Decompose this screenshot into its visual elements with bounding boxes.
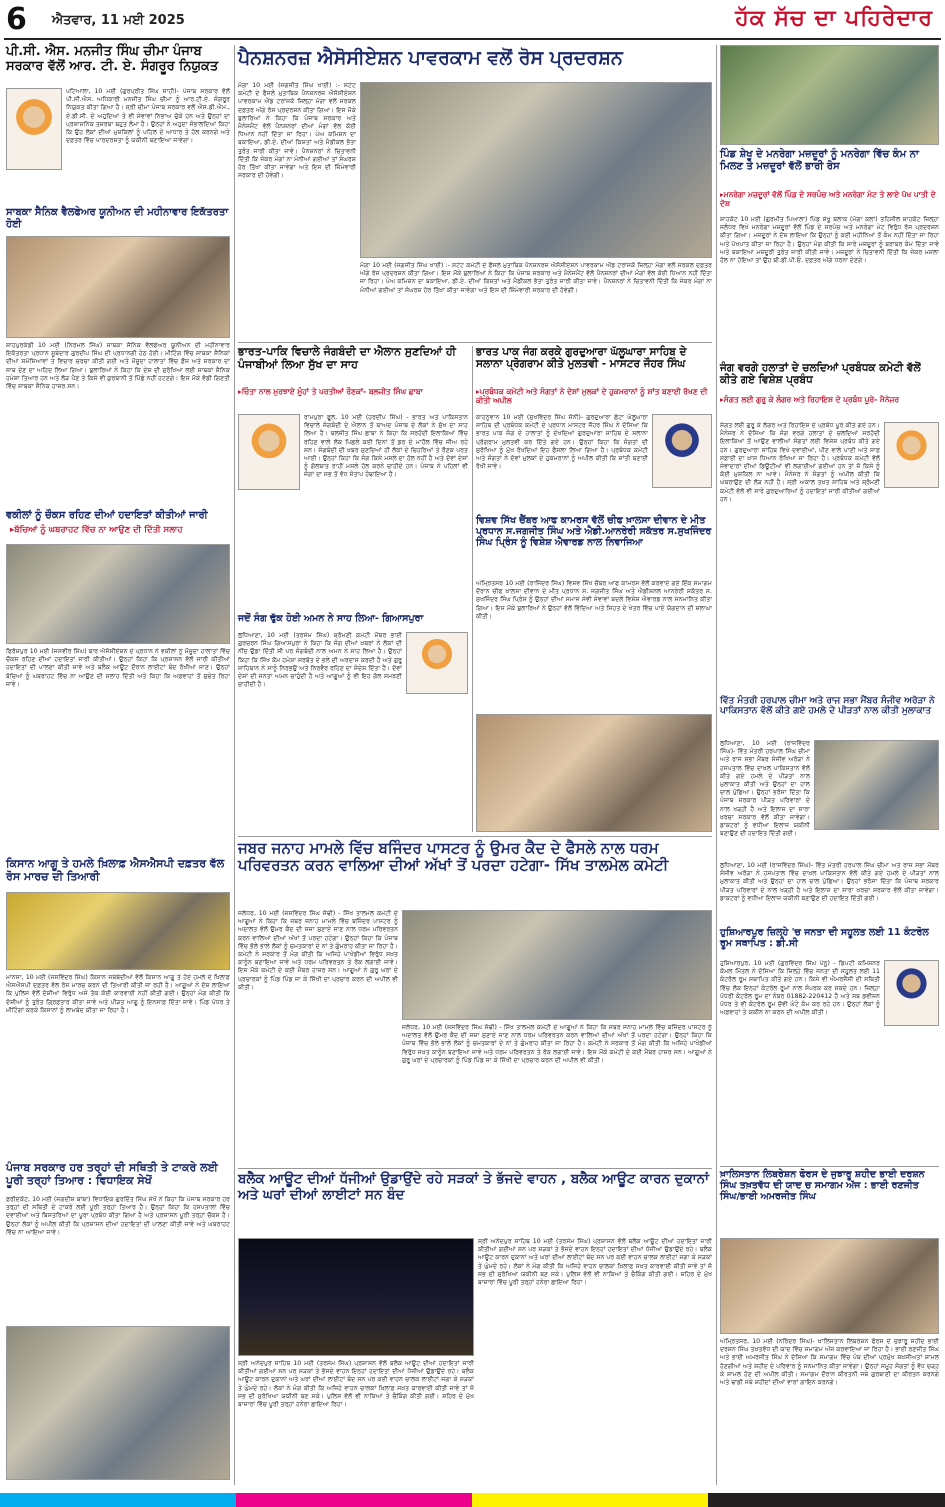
subheadline-gurdwara-programs: ▸ ਪ੍ਰਬੰਧਕ ਕਮੇਟੀ ਅਤੇ ਸੰਗਤਾਂ ਨੇ ਦੇਸ਼ਾਂ ਮੁਲਕਾਂ ਦੇ ਹੁਕਮਰਾਨਾਂ ਨੂੰ ਸ਼ਾਂਤ ਬਣਾਈ ਰੱਖਣ ਦੀ ਕੀਤੀ ਅਪੀਲ <box>476 388 712 410</box>
photo-farmers-protest <box>6 892 230 970</box>
photo-giaspura <box>406 632 468 694</box>
subheadline-lawyers-alert: ▸ ਬੱਚਿਆਂ ਨੂੰ ਘਬਰਾਹਟ ਵਿੱਚ ਨਾ ਆਉਣ ਦੀ ਦਿੱਤੀ ਸਲਾਹ <box>10 526 230 540</box>
article-peace-breath: ਲੁਧਿਆਣਾ, 10 ਮਈ (ਤਰਸੇਮ ਸਿੰਘ) ਸ਼੍ਰੋਮਣੀ ਕਮੇਟੀ ਮੈਂਬਰ ਭਾਈ ਗੁਰਚਰਨ ਸਿੰਘ ਗਿਆਸਪੁਰਾ ਨੇ ਕਿਹਾ ਕਿ ਜੰਗ ਦੀਆਂ ਖ਼ਬਰਾਂ ਨੇ ਲੋਕਾਂ ਦੀ ਨੀਂਦ ਉਡਾ ਦਿੱਤੀ ਸੀ ਪਰ ਜੰਗਬੰਦੀ ਨਾਲ ਅਮਨ ਨੇ ਸਾਹ ਲਿਆ ਹੈ। ਉਨ੍ਹਾਂ ਕਿਹਾ ਕਿ ਸਿੱਖ ਕੌਮ ਹਮੇਸ਼ਾ ਸਰਬੱਤ ਦੇ ਭਲੇ ਦੀ ਅਰਦਾਸ ਕਰਦੀ ਹੈ ਅਤੇ ਗੁਰੂ ਸਾਹਿਬਾਨ ਨੇ ਸਾਨੂੰ ਨਿਰਭਉ ਅਤੇ ਨਿਰਵੈਰ ਰਹਿਣ ਦਾ ਸੰਦੇਸ਼ ਦਿੱਤਾ ਹੈ। ਦੋਵਾਂ ਦੇਸ਼ਾਂ ਦੀ ਜਨਤਾ ਅਮਨ ਚਾਹੁੰਦੀ ਹੈ ਅਤੇ ਆਗੂਆਂ ਨੂੰ ਵੀ ਇਹ ਗੱਲ ਸਮਝਣੀ ਚਾਹੀਦੀ ਹੈ। <box>238 632 402 689</box>
article-minister-visit: ਲੁਧਿਆਣਾ, 10 ਮਈ (ਰਾਜਵਿੰਦਰ ਸਿੰਘ)- ਵਿੱਤ ਮੰਤਰੀ ਹਰਪਾਲ ਸਿੰਘ ਚੀਮਾ ਅਤੇ ਰਾਜ ਸਭਾ ਮੈਂਬਰ ਸੰਜੀਵ ਅਰੋੜਾ ਨੇ ਹਸਪਤਾਲ ਵਿੱਚ ਦਾਖ਼ਲ ਪਾਕਿਸਤਾਨ ਵੱਲੋਂ ਕੀਤੇ ਗਏ ਹਮਲੇ ਦੇ ਪੀੜਤਾਂ ਨਾਲ ਮੁਲਾਕਾਤ ਕੀਤੀ ਅਤੇ ਉਨ੍ਹਾਂ ਦਾ ਹਾਲ ਚਾਲ ਪੁੱਛਿਆ। ਉਨ੍ਹਾਂ ਭਰੋਸਾ ਦਿੱਤਾ ਕਿ ਪੰਜਾਬ ਸਰਕਾਰ ਪੀੜਤ ਪਰਿਵਾਰਾਂ ਦੇ ਨਾਲ ਖੜ੍ਹੀ ਹੈ ਅਤੇ ਇਲਾਜ ਦਾ ਸਾਰਾ ਖ਼ਰਚਾ ਸਰਕਾਰ ਵੱਲੋਂ ਕੀਤਾ ਜਾਵੇਗਾ। ਡਾਕਟਰਾਂ ਨੂੰ ਵਧੀਆ ਇਲਾਜ ਯਕੀਨੀ ਬਣਾਉਣ ਦੀ ਹਦਾਇਤ ਦਿੱਤੀ ਗਈ। <box>720 740 810 838</box>
article-ceasefire-relief: ਰਾਮਪੁਰਾ ਫੂਲ, 10 ਮਈ (ਹਰਦੀਪ ਸਿੰਘ) - ਭਾਰਤ ਅਤੇ ਪਾਕਿਸਤਾਨ ਵਿਚਾਲੇ ਜੰਗਬੰਦੀ ਦੇ ਐਲਾਨ ਤੋਂ ਬਾਅਦ ਪੰਜਾਬ ਦੇ ਲੋਕਾਂ ਨੇ ਸੁੱਖ ਦਾ ਸਾਹ ਲਿਆ ਹੈ। ਬਲਜੀਤ ਸਿੰਘ ਛਾਬਾ ਨੇ ਕਿਹਾ ਕਿ ਸਰਹੱਦੀ ਇਲਾਕਿਆਂ ਵਿੱਚ ਰਹਿਣ ਵਾਲੇ ਲੋਕ ਪਿਛਲੇ ਕਈ ਦਿਨਾਂ ਤੋਂ ਡਰ ਦੇ ਮਾਹੌਲ ਵਿੱਚ ਜੀਅ ਰਹੇ ਸਨ। ਜੰਗਬੰਦੀ ਦੀ ਖ਼ਬਰ ਸੁਣਦਿਆਂ ਹੀ ਲੋਕਾਂ ਦੇ ਚਿਹਰਿਆਂ ਤੇ ਰੌਣਕ ਪਰਤ ਆਈ। ਉਨ੍ਹਾਂ ਕਿਹਾ ਕਿ ਜੰਗ ਕਿਸੇ ਮਸਲੇ ਦਾ ਹੱਲ ਨਹੀਂ ਹੈ ਅਤੇ ਦੋਵਾਂ ਦੇਸ਼ਾਂ ਨੂੰ ਗੱਲਬਾਤ ਰਾਹੀਂ ਮਸਲੇ ਹੱਲ ਕਰਨੇ ਚਾਹੀਦੇ ਹਨ। ਪੰਜਾਬ ਨੇ ਪਹਿਲਾਂ ਵੀ ਜੰਗਾਂ ਦਾ ਸਭ ਤੋਂ ਵੱਧ ਸੰਤਾਪ ਹੰਢਾਇਆ ਹੈ। <box>304 414 468 479</box>
headline-mgnrega-protest: ਪਿੰਡ ਸ਼ੇਖੂ ਦੇ ਮਨਰੇਗਾ ਮਜ਼ਦੂਰਾਂ ਨੂੰ ਮਨਰੇਗਾ ਵਿੱਚ ਕੰਮ ਨਾ ਮਿਲਣ ਤੇ ਮਜ਼ਦੂਰਾਂ ਵੱਲੋਂ ਭਾਰੀ ਰੋਸ <box>720 149 919 172</box>
article-punjab-ready: ਫ਼ਰੀਦਕੋਟ, 10 ਮਈ (ਜਗਦੀਸ਼ ਬਾਂਬਾ) ਵਿਧਾਇਕ ਗੁਰਦਿੱਤ ਸਿੰਘ ਸੇਖੋਂ ਨੇ ਕਿਹਾ ਕਿ ਪੰਜਾਬ ਸਰਕਾਰ ਹਰ ਤਰ੍ਹਾਂ ਦੀ ਸਥਿਤੀ ਦੇ ਟਾਕਰੇ ਲਈ ਪੂਰੀ ਤਰ੍ਹਾਂ ਤਿਆਰ ਹੈ। ਉਨ੍ਹਾਂ ਕਿਹਾ ਕਿ ਹਸਪਤਾਲਾਂ ਵਿੱਚ ਦਵਾਈਆਂ ਅਤੇ ਬਿਸਤਰਿਆਂ ਦਾ ਪੂਰਾ ਪ੍ਰਬੰਧ ਕੀਤਾ ਗਿਆ ਹੈ ਅਤੇ ਪ੍ਰਸ਼ਾਸਨ ਪੂਰੀ ਤਰ੍ਹਾਂ ਚੌਕਸ ਹੈ। ਉਨ੍ਹਾਂ ਲੋਕਾਂ ਨੂੰ ਅਪੀਲ ਕੀਤੀ ਕਿ ਪ੍ਰਸ਼ਾਸਨ ਦੀਆਂ ਹਦਾਇਤਾਂ ਦੀ ਪਾਲਣਾ ਕੀਤੀ ਜਾਵੇ ਅਤੇ ਘਬਰਾਹਟ ਵਿੱਚ ਨਾ ਆਇਆ ਜਾਵੇ। <box>6 1196 230 1236</box>
article-farmer-leader-attack: ਮਾਨਸਾ, 10 ਮਈ (ਜਸਵਿੰਦਰ ਸਿੰਘ) ਕਿਸਾਨ ਜਥੇਬੰਦੀਆਂ ਵੱਲੋਂ ਕਿਸਾਨ ਆਗੂ ਤੇ ਹੋਏ ਹਮਲੇ ਦੇ ਖ਼ਿਲਾਫ਼ ਐਸਐਸਪੀ ਦਫ਼ਤਰ ਵੱਲ ਰੋਸ ਮਾਰਚ ਕਰਨ ਦੀ ਤਿਆਰੀ ਕੀਤੀ ਜਾ ਰਹੀ ਹੈ। ਆਗੂਆਂ ਨੇ ਦੋਸ਼ ਲਾਇਆ ਕਿ ਪੁਲਿਸ ਵੱਲੋਂ ਦੋਸ਼ੀਆਂ ਵਿਰੁੱਧ ਅਜੇ ਤੱਕ ਕੋਈ ਕਾਰਵਾਈ ਨਹੀਂ ਕੀਤੀ ਗਈ। ਉਨ੍ਹਾਂ ਮੰਗ ਕੀਤੀ ਕਿ ਦੋਸ਼ੀਆਂ ਨੂੰ ਤੁਰੰਤ ਗ੍ਰਿਫ਼ਤਾਰ ਕੀਤਾ ਜਾਵੇ ਅਤੇ ਪੀੜਤ ਆਗੂ ਨੂੰ ਇਨਸਾਫ਼ ਦਿੱਤਾ ਜਾਵੇ। ਪਿੰਡ ਪੱਧਰ ਤੇ ਮੀਟਿੰਗਾਂ ਕਰਕੇ ਕਿਸਾਨਾਂ ਨੂੰ ਲਾਮਬੰਦ ਕੀਤਾ ਜਾ ਰਿਹਾ ਹੈ। <box>6 974 230 1014</box>
article-rta-appointment: ਪਟਿਆਲਾ, 10 ਮਈ (ਗੁਰਪ੍ਰੀਤ ਸਿੰਘ ਸਾਹੀ)- ਪੰਜਾਬ ਸਰਕਾਰ ਵੱਲੋਂ ਪੀ.ਸੀ.ਐਸ. ਅਧਿਕਾਰੀ ਮਨਜੀਤ ਸਿੰਘ ਚੀਮਾ ਨੂੰ ਆਰ.ਟੀ.ਏ. ਸੰਗਰੂਰ ਨਿਯੁਕਤ ਕੀਤਾ ਗਿਆ ਹੈ। ਸ੍ਰੀ ਚੀਮਾ ਪੰਜਾਬ ਸਰਕਾਰ ਵਲੋਂ ਐਸ.ਡੀ.ਐਮ., ਏ.ਡੀ.ਸੀ. ਦੇ ਅਹੁਦਿਆਂ ਤੇ ਵੀ ਸੇਵਾਵਾਂ ਨਿਭਾਅ ਚੁੱਕੇ ਹਨ ਅਤੇ ਉਨ੍ਹਾਂ ਦਾ ਪ੍ਰਸ਼ਾਸਨਿਕ ਤਜ਼ਰਬਾ ਬਹੁਤ ਲੰਮਾ ਹੈ। ਉਨ੍ਹਾਂ ਨੇ ਅਹੁਦਾ ਸੰਭਾਲਦਿਆਂ ਕਿਹਾ ਕਿ ਉਹ ਲੋਕਾਂ ਦੀਆਂ ਮੁਸ਼ਕਿਲਾਂ ਨੂੰ ਪਹਿਲ ਦੇ ਆਧਾਰ ਤੇ ਹੱਲ ਕਰਨਗੇ ਅਤੇ ਦਫ਼ਤਰ ਵਿੱਚ ਪਾਰਦਰਸ਼ਤਾ ਨੂੰ ਯਕੀਨੀ ਬਣਾਇਆ ਜਾਵੇਗਾ। <box>66 88 230 145</box>
masthead-rule <box>4 38 941 40</box>
photo-mgnrega-workers <box>720 45 939 145</box>
article-lawyers-alert: ਫਿਰੋਜ਼ਪੁਰ 10 ਮਈ (ਜਸਵੀਰ ਸਿੰਘ) ਬਾਰ ਐਸੋਸੀਏਸ਼ਨ ਦੇ ਪ੍ਰਧਾਨ ਨੇ ਵਕੀਲਾਂ ਨੂੰ ਮੌਜੂਦਾ ਹਾਲਾਤਾਂ ਵਿੱਚ ਚੌਕਸ ਰਹਿਣ ਦੀਆਂ ਹਦਾਇਤਾਂ ਜਾਰੀ ਕੀਤੀਆਂ। ਉਨ੍ਹਾਂ ਕਿਹਾ ਕਿ ਪ੍ਰਸ਼ਾਸਨ ਵੱਲੋਂ ਜਾਰੀ ਕੀਤੀਆਂ ਹਦਾਇਤਾਂ ਦੀ ਪਾਲਣਾ ਕੀਤੀ ਜਾਵੇ ਅਤੇ ਬਲੈਕ ਆਊਟ ਦੌਰਾਨ ਲਾਈਟਾਂ ਬੰਦ ਰੱਖੀਆਂ ਜਾਣ। ਉਨ੍ਹਾਂ ਬੱਚਿਆਂ ਨੂੰ ਘਬਰਾਹਟ ਵਿੱਚ ਨਾ ਆਉਣ ਦੀ ਸਲਾਹ ਦਿੱਤੀ ਅਤੇ ਕਿਹਾ ਕਿ ਅਫ਼ਵਾਹਾਂ ਤੋਂ ਸੁਚੇਤ ਰਿਹਾ ਜਾਵੇ। <box>6 648 230 688</box>
headline-minister-visit: ਵਿੱਤ ਮੰਤਰੀ ਹਰਪਾਲ ਚੀਮਾ ਅਤੇ ਰਾਜ ਸਭਾ ਮੈਂਬਰ ਸੰਜੀਵ ਅਰੋੜਾ ਨੇ ਪਾਕਿਸਤਾਨ ਵੱਲੋਂ ਕੀਤੇ ਗਏ ਹਮਲੇ ਦੇ ਪੀੜਤਾਂ ਨਾਲ ਕੀਤੀ ਮੁਲਾਕਾਤ <box>720 696 935 717</box>
photo-master-jauhar-singh <box>652 414 712 488</box>
photo-pensioners <box>360 82 712 258</box>
headline-gurdwara-arrangements: ਜੰਗ ਵਰਗੇ ਹਲਾਤਾਂ ਦੇ ਚਲਦਿਆਂ ਪ੍ਰਬੰਧਕ ਕਮੇਟੀ ਵੱਲੋਂ ਕੀਤੇ ਗਏ ਵਿਸ਼ੇਸ਼ ਪ੍ਰਬੰਧ <box>720 362 921 387</box>
section-divider-d <box>720 1166 939 1167</box>
section-divider-c <box>238 1168 712 1169</box>
headline-gurdwara-programs: ਭਾਰਤ ਪਾਕ ਜੰਗ ਕਰਕੇ ਗੁਰਦੁਆਰਾ ਘੱਲੂਘਾਰਾ ਸਾਹਿਬ ਦੇ ਸਲਾਨਾ ਪ੍ਰੋਗਰਾਮ ਕੀਤੇ ਮੁਲਤਵੀ - ਮਾਸਟਰ ਜੌਹਰ ਸਿੰਘ <box>476 346 687 371</box>
photo-ex-servicemen <box>6 236 230 338</box>
photo-shaheed-samagam <box>720 1238 939 1334</box>
photo-gurdwara-manager <box>884 422 939 488</box>
photo-mla-sekhon <box>6 1326 230 1480</box>
photo-lawyers <box>6 544 230 644</box>
article-gurdwara-programs: ਕਾਹਨੂੰਵਾਨ 10 ਮਈ (ਸੁਖਵਿੰਦਰ ਸਿੰਘ ਸੋਨੀ)- ਗੁਰਦੁਆਰਾ ਛੋਟਾ ਘੱਲੂਘਾਰਾ ਸਾਹਿਬ ਦੀ ਪ੍ਰਬੰਧਕ ਕਮੇਟੀ ਦੇ ਪ੍ਰਧਾਨ ਮਾਸਟਰ ਜੌਹਰ ਸਿੰਘ ਨੇ ਦੱਸਿਆ ਕਿ ਭਾਰਤ ਪਾਕ ਜੰਗ ਦੇ ਹਾਲਾਤਾਂ ਨੂੰ ਦੇਖਦਿਆਂ ਗੁਰਦੁਆਰਾ ਸਾਹਿਬ ਦੇ ਸਲਾਨਾ ਪ੍ਰੋਗਰਾਮ ਮੁਲਤਵੀ ਕਰ ਦਿੱਤੇ ਗਏ ਹਨ। ਉਨ੍ਹਾਂ ਕਿਹਾ ਕਿ ਸੰਗਤਾਂ ਦੀ ਸੁਰੱਖਿਆ ਨੂੰ ਮੁੱਖ ਰੱਖਦਿਆਂ ਇਹ ਫੈਸਲਾ ਲਿਆ ਗਿਆ ਹੈ। ਪ੍ਰਬੰਧਕ ਕਮੇਟੀ ਅਤੇ ਸੰਗਤਾਂ ਨੇ ਦੋਵਾਂ ਮੁਲਕਾਂ ਦੇ ਹੁਕਮਰਾਨਾਂ ਨੂੰ ਅਪੀਲ ਕੀਤੀ ਕਿ ਸ਼ਾਂਤੀ ਬਣਾਈ ਰੱਖੀ ਜਾਵੇ। <box>476 414 648 471</box>
headline-peace-breath: ਜਦੋਂ ਸੰਗ ਢੁੱਕ ਹੋਈ ਅਮਨ ਨੇ ਸਾਹ ਲਿਆ- ਗਿਆਸਪੁਰਾ <box>238 613 424 624</box>
article-pastor-verdict-continued: ਜਲੰਧਰ, 10 ਮਈ (ਜਸਵਿੰਦਰ ਸਿੰਘ ਸੋਢੀ) - ਸਿੱਖ ਤਾਲਮੇਲ ਕਮੇਟੀ ਦੇ ਆਗੂਆਂ ਨੇ ਕਿਹਾ ਕਿ ਜਬਰ ਜਨਾਹ ਮਾਮਲੇ ਵਿੱਚ ਬਜਿੰਦਰ ਪਾਸਟਰ ਨੂੰ ਅਦਾਲਤ ਵੱਲੋਂ ਉਮਰ ਕੈਦ ਦੀ ਸਜ਼ਾ ਸੁਣਾਏ ਜਾਣ ਨਾਲ ਧਰਮ ਪਰਿਵਰਤਨ ਕਰਨ ਵਾਲਿਆਂ ਦੀਆਂ ਅੱਖਾਂ ਤੋਂ ਪਰਦਾ ਹਟੇਗਾ। ਉਨ੍ਹਾਂ ਕਿਹਾ ਕਿ ਪੰਜਾਬ ਵਿੱਚ ਭੋਲੇ ਭਾਲੇ ਲੋਕਾਂ ਨੂੰ ਚਮਤਕਾਰਾਂ ਦੇ ਨਾਂ ਤੇ ਗੁੰਮਰਾਹ ਕੀਤਾ ਜਾ ਰਿਹਾ ਹੈ। ਕਮੇਟੀ ਨੇ ਸਰਕਾਰ ਤੋਂ ਮੰਗ ਕੀਤੀ ਕਿ ਅਜਿਹੇ ਪਾਖੰਡੀਆਂ ਵਿਰੁੱਧ ਸਖ਼ਤ ਕਾਨੂੰਨ ਬਣਾਇਆ ਜਾਵੇ ਅਤੇ ਧਰਮ ਪਰਿਵਰਤਨ ਤੇ ਰੋਕ ਲਗਾਈ ਜਾਵੇ। ਇਸ ਮੌਕੇ ਕਮੇਟੀ ਦੇ ਕਈ ਮੈਂਬਰ ਹਾਜ਼ਰ ਸਨ। ਆਗੂਆਂ ਨੇ ਗੁਰੂ ਘਰਾਂ ਦੇ ਪ੍ਰਚਾਰਕਾਂ ਨੂੰ ਪਿੰਡ ਪਿੰਡ ਜਾ ਕੇ ਸਿੱਖੀ ਦਾ ਪ੍ਰਚਾਰ ਕਰਨ ਦੀ ਅਪੀਲ ਵੀ ਕੀਤੀ। <box>402 1024 712 1064</box>
headline-punjab-ready: ਪੰਜਾਬ ਸਰਕਾਰ ਹਰ ਤਰ੍ਹਾਂ ਦੀ ਸਥਿਤੀ ਤੇ ਟਾਕਰੇ ਲਈ ਪੂਰੀ ਤਰ੍ਹਾਂ ਤਿਆਰ : ਵਿਧਾਇਕ ਸੇਖੋਂ <box>6 1161 218 1187</box>
column-divider-1 <box>234 45 235 1485</box>
headline-pastor-verdict: ਜਬਰ ਜਨਾਹ ਮਾਮਲੇ ਵਿੱਚ ਬਜਿੰਦਰ ਪਾਸਟਰ ਨੂੰ ਉਮਰ ਕੈਦ ਦੇ ਫੈਸਲੇ ਨਾਲ ਧਰਮ ਪਰਿਵਰਤਨ ਕਰਨ ਵਾਲਿਆ ਦੀਆਂ ਅੱਖਾਂ ਤੋਂ ਪਰਦਾ ਹਟੇਗਾ- ਸਿੱਖ ਤਾਲਮੇਲ ਕਮੇਟੀ <box>238 839 669 875</box>
headline-chamber-award: ਵਿਸ਼ਵ ਸਿੱਖ ਚੈਂਬਰ ਆਫ ਕਾਮਰਸ ਵੱਲੋਂ ਚੀਫ ਖ਼ਾਲਸਾ ਦੀਵਾਨ ਦੇ ਮੀਤ ਪ੍ਰਧਾਨ ਸ.ਜਗਜੀਤ ਸਿੰਘ ਅਤੇ ਐਡੀ.ਆਨਰੇਰੀ ਸਕੱਤਰ ਸ.ਸੁਖਜਿੰਦਰ ਸਿੰਘ ਪ੍ਰਿੰਸ ਨੂੰ ਵਿਸ਼ੇਸ਼ ਐਵਾਰਡ ਨਾਲ ਨਿਵਾਜਿਆ <box>476 515 712 548</box>
column-divider-3 <box>716 45 717 1485</box>
subheadline-gurdwara-arrangements: ▸ ਸੰਗਤ ਲਈ ਗੁਰੂ ਕੇ ਲੰਗਰ ਅਤੇ ਰਿਹਾਇਸ਼ ਦੇ ਪ੍ਰਬੰਧ ਪੂਰੇ- ਮੈਨੇਜਰ <box>720 396 939 418</box>
headline-ex-servicemen-meeting: ਸਾਬਕਾ ਸੈਨਿਕ ਵੈਲਫੇਅਰ ਯੂਨੀਅਨ ਦੀ ਮਹੀਨਾਵਾਰ ਇਕੱਤਰਤਾ ਹੋਈ <box>6 207 229 230</box>
registration-bar-cyan <box>0 1493 236 1507</box>
headline-lawyers-alert: ਵਕੀਲਾਂ ਨੂੰ ਚੌਕਸ ਰਹਿਣ ਦੀਆਂ ਹਦਾਇਤਾਂ ਕੀਤੀਆਂ ਜਾਰੀ <box>6 510 208 521</box>
article-blackout: ਸ੍ਰੀ ਅਨੰਦਪੁਰ ਸਾਹਿਬ 10 ਮਈ (ਤਰਸੇਮ ਸਿੰਘ) ਪ੍ਰਸ਼ਾਸਨ ਵੱਲੋਂ ਬਲੈਕ ਆਊਟ ਦੀਆਂ ਹਦਾਇਤਾਂ ਜਾਰੀ ਕੀਤੀਆਂ ਗਈਆਂ ਸਨ ਪਰ ਸੜਕਾਂ ਤੇ ਭੱਜਦੇ ਵਾਹਨ ਇਨ੍ਹਾਂ ਹਦਾਇਤਾਂ ਦੀਆਂ ਧੱਜੀਆਂ ਉਡਾਉਂਦੇ ਰਹੇ। ਬਲੈਕ ਆਊਟ ਕਾਰਨ ਦੁਕਾਨਾਂ ਅਤੇ ਘਰਾਂ ਦੀਆਂ ਲਾਈਟਾਂ ਬੰਦ ਸਨ ਪਰ ਕਈ ਵਾਹਨ ਚਾਲਕ ਲਾਈਟਾਂ ਜਗਾ ਕੇ ਸੜਕਾਂ ਤੇ ਘੁੰਮਦੇ ਰਹੇ। ਲੋਕਾਂ ਨੇ ਮੰਗ ਕੀਤੀ ਕਿ ਅਜਿਹੇ ਵਾਹਨ ਚਾਲਕਾਂ ਖ਼ਿਲਾਫ਼ ਸਖ਼ਤ ਕਾਰਵਾਈ ਕੀਤੀ ਜਾਵੇ ਤਾਂ ਜੋ ਸਭ ਦੀ ਸੁਰੱਖਿਆ ਯਕੀਨੀ ਬਣ ਸਕੇ। ਪੁਲਿਸ ਵੱਲੋਂ ਵੀ ਨਾਕਿਆਂ ਤੇ ਚੈਕਿੰਗ ਕੀਤੀ ਗਈ। ਸ਼ਹਿਰ ਦੇ ਮੁੱਖ ਬਾਜ਼ਾਰਾਂ ਵਿੱਚ ਪੂਰੀ ਤਰ੍ਹਾਂ ਹਨੇਰਾ ਛਾਇਆ ਰਿਹਾ। <box>478 1238 712 1287</box>
masthead-date: ਐਤਵਾਰ, 11 ਮਈ 2025 <box>52 13 185 28</box>
headline-ceasefire-relief: ਭਾਰਤ-ਪਾਕਿ ਵਿਚਾਲੇ ਜੰਗਬੰਦੀ ਦਾ ਐਲਾਨ ਸੁਣਦਿਆਂ ਹੀ ਪੰਜਾਬੀਆਂ ਲਿਆ ਸੁੱਖ ਦਾ ਸਾਹ <box>238 345 456 371</box>
registration-bar-yellow <box>472 1493 708 1507</box>
section-divider-a <box>238 342 712 343</box>
photo-chamber-award <box>476 714 712 832</box>
page-number: 6 <box>6 2 27 37</box>
photo-baljit-singh-chhaba <box>238 414 300 490</box>
headline-blackout: ਬਲੈਕ ਆਊਟ ਦੀਆਂ ਧੱਜੀਆਂ ਉਡਾਉਂਦੇ ਰਹੇ ਸੜਕਾਂ ਤੇ ਭੱਜਦੇ ਵਾਹਨ , ਬਲੈਕ ਆਊਟ ਕਾਰਨ ਦੁਕਾਨਾਂ ਅਤੇ ਘਰਾਂ ਦੀਆਂ ਲਾਈਟਾਂ ਸਨ ਬੰਦ <box>238 1171 709 1203</box>
masthead-brand: ਹੱਕ ਸੱਚ ਦਾ ਪਹਿਰੇਦਾਰ <box>735 6 933 31</box>
article-control-rooms: ਹੁਸ਼ਿਆਰਪੁਰ, 10 ਮਈ (ਗੁਰਵਿੰਦਰ ਸਿੰਘ ਪੰਨੂ) - ਡਿਪਟੀ ਕਮਿਸ਼ਨਰ ਕੋਮਲ ਮਿੱਤਲ ਨੇ ਦੱਸਿਆ ਕਿ ਜ਼ਿਲ੍ਹੇ ਵਿੱਚ ਜਨਤਾ ਦੀ ਸਹੂਲਤ ਲਈ 11 ਕੰਟਰੋਲ ਰੂਮ ਸਥਾਪਿਤ ਕੀਤੇ ਗਏ ਹਨ। ਕਿਸੇ ਵੀ ਐਮਰਜੈਂਸੀ ਦੀ ਸਥਿਤੀ ਵਿੱਚ ਲੋਕ ਇਨ੍ਹਾਂ ਕੰਟਰੋਲ ਰੂਮਾਂ ਨਾਲ ਸੰਪਰਕ ਕਰ ਸਕਦੇ ਹਨ। ਜ਼ਿਲ੍ਹਾ ਪੱਧਰੀ ਕੰਟਰੋਲ ਰੂਮ ਦਾ ਨੰਬਰ 01882-220412 ਹੈ ਅਤੇ ਸਬ ਡਵੀਜ਼ਨ ਪੱਧਰ ਤੇ ਵੀ ਕੰਟਰੋਲ ਰੂਮ ਚੌਵੀ ਘੰਟੇ ਕੰਮ ਕਰ ਰਹੇ ਹਨ। ਉਨ੍ਹਾਂ ਲੋਕਾਂ ਨੂੰ ਅਫ਼ਵਾਹਾਂ ਤੇ ਯਕੀਨ ਨਾ ਕਰਨ ਦੀ ਅਪੀਲ ਕੀਤੀ। <box>720 960 880 1017</box>
masthead <box>0 0 945 40</box>
headline-control-rooms: ਹੁਸ਼ਿਆਰਪੁਰ ਜ਼ਿਲ੍ਹੇ 'ਚ ਜਨਤਾ ਦੀ ਸਹੂਲਤ ਲਈ 11 ਕੰਟਰੋਲ ਰੂਮ ਸਥਾਪਿਤ : ਡੀ.ਸੀ <box>720 927 929 949</box>
photo-blackout-street <box>238 1238 474 1356</box>
photo-manjit-singh-cheema <box>6 88 62 170</box>
article-shaheed-samagam: ਅੰਮ੍ਰਿਤਸਰ, 10 ਮਈ (ਨਰਿੰਦਰ ਸਿੰਘ)- ਖ਼ਾਲਿਸਤਾਨ ਲਿਬਰੇਸ਼ਨ ਫੋਰਸ ਦੇ ਜੁਝਾਰੂ ਸ਼ਹੀਦ ਭਾਈ ਦਰਸ਼ਨ ਸਿੰਘ ਤਖ਼ਤਵੱਧ ਦੀ ਯਾਦ ਵਿੱਚ ਸਮਾਗਮ ਅੱਜ ਕਰਵਾਇਆ ਜਾ ਰਿਹਾ ਹੈ। ਭਾਈ ਰਣਜੀਤ ਸਿੰਘ ਅਤੇ ਭਾਈ ਅਮਰਜੀਤ ਸਿੰਘ ਨੇ ਦੱਸਿਆ ਕਿ ਸਮਾਗਮ ਵਿੱਚ ਪੰਥ ਦੀਆਂ ਪ੍ਰਮੁੱਖ ਸ਼ਖ਼ਸੀਅਤਾਂ ਸ਼ਾਮਲ ਹੋਣਗੀਆਂ ਅਤੇ ਸ਼ਹੀਦ ਦੇ ਪਰਿਵਾਰ ਨੂੰ ਸਨਮਾਨਿਤ ਕੀਤਾ ਜਾਵੇਗਾ। ਉਨ੍ਹਾਂ ਸਮੂਹ ਸੰਗਤਾਂ ਨੂੰ ਵੱਧ ਚੜ੍ਹ ਕੇ ਸ਼ਾਮਲ ਹੋਣ ਦੀ ਅਪੀਲ ਕੀਤੀ। ਸਮਾਗਮ ਦੌਰਾਨ ਕੀਰਤਨੀ ਜਥੇ ਗੁਰਬਾਣੀ ਦਾ ਕੀਰਤਨ ਕਰਨਗੇ ਅਤੇ ਢਾਡੀ ਜਥੇ ਸ਼ਹੀਦਾਂ ਦੀਆਂ ਵਾਰਾਂ ਗਾਇਨ ਕਰਨਗੇ। <box>720 1338 939 1387</box>
article-chamber-award: ਅੰਮ੍ਰਿਤਸਰ 10 ਮਈ (ਰਾਜਿੰਦਰ ਸਿੰਘ) ਵਿਸ਼ਵ ਸਿੱਖ ਚੈਂਬਰ ਆਫ ਕਾਮਰਸ ਵੱਲੋਂ ਕਰਵਾਏ ਗਏ ਇੱਕ ਸਮਾਗਮ ਦੌਰਾਨ ਚੀਫ ਖ਼ਾਲਸਾ ਦੀਵਾਨ ਦੇ ਮੀਤ ਪ੍ਰਧਾਨ ਸ. ਜਗਜੀਤ ਸਿੰਘ ਅਤੇ ਐਡੀਸ਼ਨਲ ਆਨਰੇਰੀ ਸਕੱਤਰ ਸ. ਸੁਖਜਿੰਦਰ ਸਿੰਘ ਪ੍ਰਿੰਸ ਨੂੰ ਉਨ੍ਹਾਂ ਦੀਆਂ ਸਮਾਜ ਸੇਵੀ ਸੇਵਾਵਾਂ ਬਦਲੇ ਵਿਸ਼ੇਸ਼ ਐਵਾਰਡ ਨਾਲ ਸਨਮਾਨਿਤ ਕੀਤਾ ਗਿਆ। ਇਸ ਮੌਕੇ ਬੁਲਾਰਿਆਂ ਨੇ ਉਨ੍ਹਾਂ ਵੱਲੋਂ ਵਿੱਦਿਆ ਅਤੇ ਸਿਹਤ ਦੇ ਖੇਤਰ ਵਿੱਚ ਪਾਏ ਯੋਗਦਾਨ ਦੀ ਸ਼ਲਾਘਾ ਕੀਤੀ। <box>476 580 712 620</box>
section-divider-b <box>238 836 712 837</box>
headline-shaheed-samagam: ਖ਼ਾਲਿਸਤਾਨ ਲਿਬਰੇਸ਼ਨ ਫੋਰਸ ਦੇ ਜੁਝਾਰੂ ਸ਼ਹੀਦ ਭਾਈ ਦਰਸ਼ਨ ਸਿੰਘ ਤਖ਼ਤਵੱਧ ਦੀ ਯਾਦ ਚ ਸਮਾਗਮ ਅੱਜ : ਭਾਈ ਰਣਜੀਤ ਸਿੰਘ/ਭਾਈ ਅਮਰਜੀਤ ਸਿੰਘ <box>720 1169 925 1202</box>
article-pensioners-continued: ਮੋਗਾ 10 ਮਈ (ਜਗਜੀਤ ਸਿੰਘ ਖਾਈ) :- ਸਟੇਟ ਕਮੇਟੀ ਦੇ ਫੈਸਲੇ ਮੁਤਾਬਿਕ ਪੈਨਸ਼ਨਰਜ਼ ਐਸੋਸੀਏਸ਼ਨ ਪਾਵਰਕਾਮ ਐਂਡ ਟਰਾਂਸਕੋ ਜ਼ਿਲ੍ਹਾ ਮੋਗਾ ਵਲੋਂ ਸਰਕਲ ਦਫ਼ਤਰ ਅੱਗੇ ਰੋਸ ਪ੍ਰਦਰਸ਼ਨ ਕੀਤਾ ਗਿਆ। ਇਸ ਮੌਕੇ ਬੁਲਾਰਿਆਂ ਨੇ ਕਿਹਾ ਕਿ ਪੰਜਾਬ ਸਰਕਾਰ ਅਤੇ ਮੈਨੇਜਮੈਂਟ ਵੱਲੋਂ ਪੈਨਸ਼ਨਰਾਂ ਦੀਆਂ ਮੰਗਾਂ ਵੱਲ ਕੋਈ ਧਿਆਨ ਨਹੀਂ ਦਿੱਤਾ ਜਾ ਰਿਹਾ। ਪੇਅ ਕਮਿਸ਼ਨ ਦਾ ਬਕਾਇਆ, ਡੀ.ਏ. ਦੀਆਂ ਕਿਸ਼ਤਾਂ ਅਤੇ ਮੈਡੀਕਲ ਭੱਤਾ ਤੁਰੰਤ ਜਾਰੀ ਕੀਤਾ ਜਾਵੇ। ਪੈਨਸ਼ਨਰਾਂ ਨੇ ਚਿਤਾਵਨੀ ਦਿੱਤੀ ਕਿ ਜੇਕਰ ਮੰਗਾਂ ਨਾ ਮੰਨੀਆਂ ਗਈਆਂ ਤਾਂ ਸੰਘਰਸ਼ ਹੋਰ ਤਿੱਖਾ ਕੀਤਾ ਜਾਵੇਗਾ ਅਤੇ ਇਸ ਦੀ ਜ਼ਿੰਮੇਵਾਰੀ ਸਰਕਾਰ ਦੀ ਹੋਵੇਗੀ। <box>360 262 712 294</box>
subheadline-ceasefire-relief: ▸ ਚਿੰਤਾ ਨਾਲ ਮੁਰਝਾਏ ਮੂੰਹਾਂ ਤੇ ਪਰਤੀਆਂ ਰੌਣਕਾਂ- ਬਲਜੀਤ ਸਿੰਘ ਛਾਬਾ <box>238 388 468 410</box>
article-blackout-continued: ਸ੍ਰੀ ਅਨੰਦਪੁਰ ਸਾਹਿਬ 10 ਮਈ (ਤਰਸੇਮ ਸਿੰਘ) ਪ੍ਰਸ਼ਾਸਨ ਵੱਲੋਂ ਬਲੈਕ ਆਊਟ ਦੀਆਂ ਹਦਾਇਤਾਂ ਜਾਰੀ ਕੀਤੀਆਂ ਗਈਆਂ ਸਨ ਪਰ ਸੜਕਾਂ ਤੇ ਭੱਜਦੇ ਵਾਹਨ ਇਨ੍ਹਾਂ ਹਦਾਇਤਾਂ ਦੀਆਂ ਧੱਜੀਆਂ ਉਡਾਉਂਦੇ ਰਹੇ। ਬਲੈਕ ਆਊਟ ਕਾਰਨ ਦੁਕਾਨਾਂ ਅਤੇ ਘਰਾਂ ਦੀਆਂ ਲਾਈਟਾਂ ਬੰਦ ਸਨ ਪਰ ਕਈ ਵਾਹਨ ਚਾਲਕ ਲਾਈਟਾਂ ਜਗਾ ਕੇ ਸੜਕਾਂ ਤੇ ਘੁੰਮਦੇ ਰਹੇ। ਲੋਕਾਂ ਨੇ ਮੰਗ ਕੀਤੀ ਕਿ ਅਜਿਹੇ ਵਾਹਨ ਚਾਲਕਾਂ ਖ਼ਿਲਾਫ਼ ਸਖ਼ਤ ਕਾਰਵਾਈ ਕੀਤੀ ਜਾਵੇ ਤਾਂ ਜੋ ਸਭ ਦੀ ਸੁਰੱਖਿਆ ਯਕੀਨੀ ਬਣ ਸਕੇ। ਪੁਲਿਸ ਵੱਲੋਂ ਵੀ ਨਾਕਿਆਂ ਤੇ ਚੈਕਿੰਗ ਕੀਤੀ ਗਈ। ਸ਼ਹਿਰ ਦੇ ਮੁੱਖ ਬਾਜ਼ਾਰਾਂ ਵਿੱਚ ਪੂਰੀ ਤਰ੍ਹਾਂ ਹਨੇਰਾ ਛਾਇਆ ਰਿਹਾ। <box>238 1360 474 1409</box>
article-ex-servicemen: ਸ਼ਾਹਪੁਰਕੰਡੀ 10 ਮਈ (ਨਿਰਮਲ ਸਿੰਘ) ਸਾਬਕਾ ਸੈਨਿਕ ਵੈਲਫੇਅਰ ਯੂਨੀਅਨ ਦੀ ਮਹੀਨਾਵਾਰ ਇਕੱਤਰਤਾ ਪ੍ਰਧਾਨ ਸੂਬੇਦਾਰ ਗੁਰਦੀਪ ਸਿੰਘ ਦੀ ਪ੍ਰਧਾਨਗੀ ਹੇਠ ਹੋਈ। ਮੀਟਿੰਗ ਵਿੱਚ ਸਾਬਕਾ ਸੈਨਿਕਾਂ ਦੀਆਂ ਸਮੱਸਿਆਵਾਂ ਤੇ ਵਿਚਾਰ ਚਰਚਾ ਕੀਤੀ ਗਈ ਅਤੇ ਮੌਜੂਦਾ ਹਾਲਾਤਾਂ ਵਿੱਚ ਫ਼ੌਜ ਅਤੇ ਸਰਕਾਰ ਦਾ ਸਾਥ ਦੇਣ ਦਾ ਅਹਿਦ ਲਿਆ ਗਿਆ। ਬੁਲਾਰਿਆਂ ਨੇ ਕਿਹਾ ਕਿ ਦੇਸ਼ ਦੀ ਸੁਰੱਖਿਆ ਲਈ ਸਾਬਕਾ ਸੈਨਿਕ ਹਮੇਸ਼ਾ ਤਿਆਰ ਹਨ ਅਤੇ ਲੋੜ ਪੈਣ ਤੇ ਕਿਸੇ ਵੀ ਕੁਰਬਾਨੀ ਤੋਂ ਪਿੱਛੇ ਨਹੀਂ ਹਟਣਗੇ। ਇਸ ਮੌਕੇ ਵੱਡੀ ਗਿਣਤੀ ਵਿੱਚ ਸਾਬਕਾ ਸੈਨਿਕ ਹਾਜ਼ਰ ਸਨ। <box>6 342 230 391</box>
photo-deputy-commissioner <box>884 960 939 1026</box>
article-pastor-verdict: ਜਲੰਧਰ, 10 ਮਈ (ਜਸਵਿੰਦਰ ਸਿੰਘ ਸੋਢੀ) - ਸਿੱਖ ਤਾਲਮੇਲ ਕਮੇਟੀ ਦੇ ਆਗੂਆਂ ਨੇ ਕਿਹਾ ਕਿ ਜਬਰ ਜਨਾਹ ਮਾਮਲੇ ਵਿੱਚ ਬਜਿੰਦਰ ਪਾਸਟਰ ਨੂੰ ਅਦਾਲਤ ਵੱਲੋਂ ਉਮਰ ਕੈਦ ਦੀ ਸਜ਼ਾ ਸੁਣਾਏ ਜਾਣ ਨਾਲ ਧਰਮ ਪਰਿਵਰਤਨ ਕਰਨ ਵਾਲਿਆਂ ਦੀਆਂ ਅੱਖਾਂ ਤੋਂ ਪਰਦਾ ਹਟੇਗਾ। ਉਨ੍ਹਾਂ ਕਿਹਾ ਕਿ ਪੰਜਾਬ ਵਿੱਚ ਭੋਲੇ ਭਾਲੇ ਲੋਕਾਂ ਨੂੰ ਚਮਤਕਾਰਾਂ ਦੇ ਨਾਂ ਤੇ ਗੁੰਮਰਾਹ ਕੀਤਾ ਜਾ ਰਿਹਾ ਹੈ। ਕਮੇਟੀ ਨੇ ਸਰਕਾਰ ਤੋਂ ਮੰਗ ਕੀਤੀ ਕਿ ਅਜਿਹੇ ਪਾਖੰਡੀਆਂ ਵਿਰੁੱਧ ਸਖ਼ਤ ਕਾਨੂੰਨ ਬਣਾਇਆ ਜਾਵੇ ਅਤੇ ਧਰਮ ਪਰਿਵਰਤਨ ਤੇ ਰੋਕ ਲਗਾਈ ਜਾਵੇ। ਇਸ ਮੌਕੇ ਕਮੇਟੀ ਦੇ ਕਈ ਮੈਂਬਰ ਹਾਜ਼ਰ ਸਨ। ਆਗੂਆਂ ਨੇ ਗੁਰੂ ਘਰਾਂ ਦੇ ਪ੍ਰਚਾਰਕਾਂ ਨੂੰ ਪਿੰਡ ਪਿੰਡ ਜਾ ਕੇ ਸਿੱਖੀ ਦਾ ਪ੍ਰਚਾਰ ਕਰਨ ਦੀ ਅਪੀਲ ਵੀ ਕੀਤੀ। <box>238 910 398 991</box>
photo-minister-hospital <box>814 740 939 830</box>
headline-pensioners-protest: ਪੈਨਸ਼ਨਰਜ਼ ਐਸੋਸੀਏਸ਼ਨ ਪਾਵਰਕਾਮ ਵਲੋਂ ਰੋਸ ਪ੍ਰਦਰਸ਼ਨ <box>238 47 623 69</box>
registration-bar-magenta <box>236 1493 472 1507</box>
registration-bar-black <box>708 1493 945 1507</box>
subheadline-mgnrega-protest: ▸ ਮਨਰੇਗਾ ਮਜ਼ਦੂਰਾਂ ਵੱਲੋਂ ਪਿੰਡ ਦੇ ਸਰਪੰਚ ਅਤੇ ਮਨਰੇਗਾ ਮੇਟ ਤੇ ਲਾਏ ਪੱਖ ਪਾਤੀ ਦੇ ਦੋਸ਼ <box>720 191 939 213</box>
photo-sikh-coordination-committee <box>402 910 712 1020</box>
article-mgnrega-protest: ਸ਼ਾਹਕੋਟ 10 ਮਈ (ਗੁਰਮੀਤ ਪਿਆਲਾ) ਪਿੰਡ ਸ਼ੇਖੂ ਬਲਾਕ (ਮੋਗਾ ਕਲਾਂ) ਤਹਿਸੀਲ ਸ਼ਾਹਕੋਟ ਜ਼ਿਲ੍ਹਾ ਜਲੰਧਰ ਵਿਖੇ ਮਨਰੇਗਾ ਮਜ਼ਦੂਰਾਂ ਵੱਲੋਂ ਪਿੰਡ ਦੇ ਸਰਪੰਚ ਅਤੇ ਮਨਰੇਗਾ ਮੇਟ ਵਿਰੁੱਧ ਰੋਸ ਪ੍ਰਦਰਸ਼ਨ ਕੀਤਾ ਗਿਆ। ਮਜ਼ਦੂਰਾਂ ਨੇ ਦੋਸ਼ ਲਾਇਆ ਕਿ ਉਨ੍ਹਾਂ ਨੂੰ ਕਈ ਮਹੀਨਿਆਂ ਤੋਂ ਕੰਮ ਨਹੀਂ ਦਿੱਤਾ ਜਾ ਰਿਹਾ ਅਤੇ ਪੱਖਪਾਤ ਕੀਤਾ ਜਾ ਰਿਹਾ ਹੈ। ਉਨ੍ਹਾਂ ਮੰਗ ਕੀਤੀ ਕਿ ਸਾਰੇ ਮਜ਼ਦੂਰਾਂ ਨੂੰ ਬਰਾਬਰ ਕੰਮ ਦਿੱਤਾ ਜਾਵੇ ਅਤੇ ਬਕਾਇਆ ਮਜ਼ਦੂਰੀ ਤੁਰੰਤ ਜਾਰੀ ਕੀਤੀ ਜਾਵੇ। ਮਜ਼ਦੂਰਾਂ ਨੇ ਚਿਤਾਵਨੀ ਦਿੱਤੀ ਕਿ ਜੇਕਰ ਮਸਲਾ ਹੱਲ ਨਾ ਹੋਇਆ ਤਾਂ ਉਹ ਬੀ.ਡੀ.ਪੀ.ਓ. ਦਫ਼ਤਰ ਅੱਗੇ ਧਰਨਾ ਦੇਣਗੇ। <box>720 216 939 265</box>
article-pensioners-protest: ਮੋਗਾ 10 ਮਈ (ਜਗਜੀਤ ਸਿੰਘ ਖਾਈ) :- ਸਟੇਟ ਕਮੇਟੀ ਦੇ ਫੈਸਲੇ ਮੁਤਾਬਿਕ ਪੈਨਸ਼ਨਰਜ਼ ਐਸੋਸੀਏਸ਼ਨ ਪਾਵਰਕਾਮ ਐਂਡ ਟਰਾਂਸਕੋ ਜ਼ਿਲ੍ਹਾ ਮੋਗਾ ਵਲੋਂ ਸਰਕਲ ਦਫ਼ਤਰ ਅੱਗੇ ਰੋਸ ਪ੍ਰਦਰਸ਼ਨ ਕੀਤਾ ਗਿਆ। ਇਸ ਮੌਕੇ ਬੁਲਾਰਿਆਂ ਨੇ ਕਿਹਾ ਕਿ ਪੰਜਾਬ ਸਰਕਾਰ ਅਤੇ ਮੈਨੇਜਮੈਂਟ ਵੱਲੋਂ ਪੈਨਸ਼ਨਰਾਂ ਦੀਆਂ ਮੰਗਾਂ ਵੱਲ ਕੋਈ ਧਿਆਨ ਨਹੀਂ ਦਿੱਤਾ ਜਾ ਰਿਹਾ। ਪੇਅ ਕਮਿਸ਼ਨ ਦਾ ਬਕਾਇਆ, ਡੀ.ਏ. ਦੀਆਂ ਕਿਸ਼ਤਾਂ ਅਤੇ ਮੈਡੀਕਲ ਭੱਤਾ ਤੁਰੰਤ ਜਾਰੀ ਕੀਤਾ ਜਾਵੇ। ਪੈਨਸ਼ਨਰਾਂ ਨੇ ਚਿਤਾਵਨੀ ਦਿੱਤੀ ਕਿ ਜੇਕਰ ਮੰਗਾਂ ਨਾ ਮੰਨੀਆਂ ਗਈਆਂ ਤਾਂ ਸੰਘਰਸ਼ ਹੋਰ ਤਿੱਖਾ ਕੀਤਾ ਜਾਵੇਗਾ ਅਤੇ ਇਸ ਦੀ ਜ਼ਿੰਮੇਵਾਰੀ ਸਰਕਾਰ ਦੀ ਹੋਵੇਗੀ। <box>238 82 356 180</box>
column-divider-2 <box>472 346 473 832</box>
article-gurdwara-arrangements: ਸੰਗਤ ਲਈ ਗੁਰੂ ਕੇ ਲੰਗਰ ਅਤੇ ਰਿਹਾਇਸ਼ ਦੇ ਪ੍ਰਬੰਧ ਪੂਰੇ ਕੀਤੇ ਗਏ ਹਨ। ਮੈਨੇਜਰ ਨੇ ਦੱਸਿਆ ਕਿ ਜੰਗ ਵਰਗੇ ਹਲਾਤਾਂ ਦੇ ਚਲਦਿਆਂ ਸਰਹੱਦੀ ਇਲਾਕਿਆਂ ਤੋਂ ਆਉਣ ਵਾਲੀਆਂ ਸੰਗਤਾਂ ਲਈ ਵਿਸ਼ੇਸ਼ ਪ੍ਰਬੰਧ ਕੀਤੇ ਗਏ ਹਨ। ਗੁਰਦੁਆਰਾ ਸਾਹਿਬ ਵਿਖੇ ਦਵਾਈਆਂ, ਪੀਣ ਵਾਲੇ ਪਾਣੀ ਅਤੇ ਸਾਫ਼ ਸਫ਼ਾਈ ਦਾ ਖ਼ਾਸ ਧਿਆਨ ਰੱਖਿਆ ਜਾ ਰਿਹਾ ਹੈ। ਪ੍ਰਬੰਧਕ ਕਮੇਟੀ ਵੱਲੋਂ ਸੇਵਾਦਾਰਾਂ ਦੀਆਂ ਡਿਊਟੀਆਂ ਵੀ ਲਗਾਈਆਂ ਗਈਆਂ ਹਨ ਤਾਂ ਜੋ ਕਿਸੇ ਨੂੰ ਕੋਈ ਮੁਸ਼ਕਿਲ ਨਾ ਆਵੇ। ਮੈਨੇਜਰ ਨੇ ਸੰਗਤਾਂ ਨੂੰ ਅਪੀਲ ਕੀਤੀ ਕਿ ਘਬਰਾਉਣ ਦੀ ਲੋੜ ਨਹੀਂ ਹੈ। ਸ੍ਰੀ ਅਕਾਲ ਤਖ਼ਤ ਸਾਹਿਬ ਅਤੇ ਸ਼੍ਰੋਮਣੀ ਕਮੇਟੀ ਵੱਲੋਂ ਵੀ ਸਾਰੇ ਗੁਰਦੁਆਰਿਆਂ ਨੂੰ ਹਦਾਇਤਾਂ ਜਾਰੀ ਕੀਤੀਆਂ ਗਈਆਂ ਹਨ। <box>720 422 880 503</box>
headline-rta-appointment: ਪੀ.ਸੀ. ਐਸ. ਮਨਜੀਤ ਸਿੰਘ ਚੀਮਾ ਪੰਜਾਬ ਸਰਕਾਰ ਵੱਲੋਂ ਆਰ. ਟੀ. ਏ. ਸੰਗਰੂਰ ਨਿਯੁਕਤ <box>6 44 219 74</box>
article-minister-visit-continued: ਲੁਧਿਆਣਾ, 10 ਮਈ (ਰਾਜਵਿੰਦਰ ਸਿੰਘ)- ਵਿੱਤ ਮੰਤਰੀ ਹਰਪਾਲ ਸਿੰਘ ਚੀਮਾ ਅਤੇ ਰਾਜ ਸਭਾ ਮੈਂਬਰ ਸੰਜੀਵ ਅਰੋੜਾ ਨੇ ਹਸਪਤਾਲ ਵਿੱਚ ਦਾਖ਼ਲ ਪਾਕਿਸਤਾਨ ਵੱਲੋਂ ਕੀਤੇ ਗਏ ਹਮਲੇ ਦੇ ਪੀੜਤਾਂ ਨਾਲ ਮੁਲਾਕਾਤ ਕੀਤੀ ਅਤੇ ਉਨ੍ਹਾਂ ਦਾ ਹਾਲ ਚਾਲ ਪੁੱਛਿਆ। ਉਨ੍ਹਾਂ ਭਰੋਸਾ ਦਿੱਤਾ ਕਿ ਪੰਜਾਬ ਸਰਕਾਰ ਪੀੜਤ ਪਰਿਵਾਰਾਂ ਦੇ ਨਾਲ ਖੜ੍ਹੀ ਹੈ ਅਤੇ ਇਲਾਜ ਦਾ ਸਾਰਾ ਖ਼ਰਚਾ ਸਰਕਾਰ ਵੱਲੋਂ ਕੀਤਾ ਜਾਵੇਗਾ। ਡਾਕਟਰਾਂ ਨੂੰ ਵਧੀਆ ਇਲਾਜ ਯਕੀਨੀ ਬਣਾਉਣ ਦੀ ਹਦਾਇਤ ਦਿੱਤੀ ਗਈ। <box>720 862 939 902</box>
headline-farmer-leader-attack: ਕਿਸਾਨ ਆਗੂ ਤੇ ਹਮਲੇ ਖ਼ਿਲਾਫ਼ ਐਸਐਸਪੀ ਦਫ਼ਤਰ ਵੱਲ ਰੋਸ ਮਾਰਚ ਦੀ ਤਿਆਰੀ <box>6 857 225 883</box>
